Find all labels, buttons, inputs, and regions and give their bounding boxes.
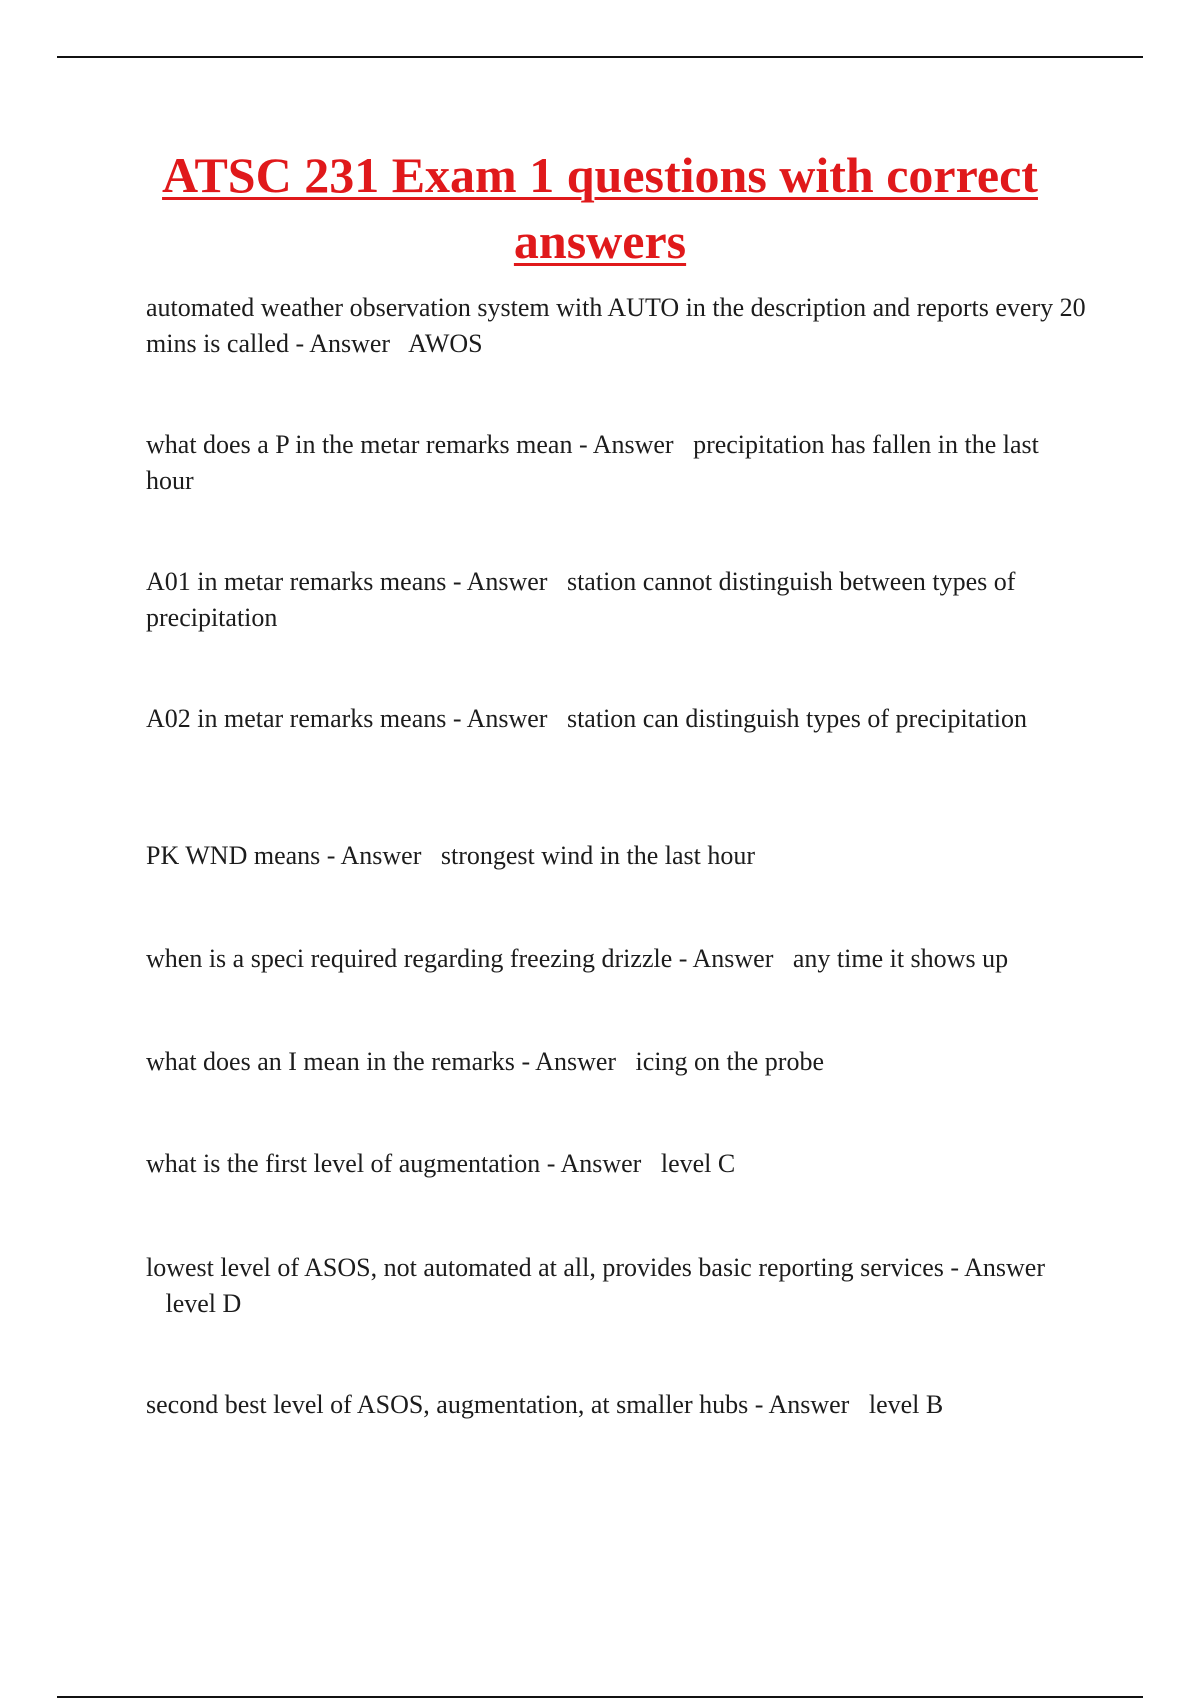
top-rule	[57, 56, 1143, 58]
answer-text: icing on the probe	[635, 1047, 824, 1076]
qa-item: A01 in metar remarks means - Answer station cannot distinguish between types of precipitation	[146, 567, 1016, 632]
qa-item: second best level of ASOS, augmentation, at smaller hubs - Answer level B	[146, 1390, 944, 1419]
qa-item: when is a speci required regarding freezing drizzle - Answer any time it shows up	[146, 944, 1009, 973]
question-text: what does an I mean in the remarks	[146, 1047, 515, 1076]
answer-text: precipitation has fallen in the last hour	[146, 430, 1039, 495]
answer-label: Answer	[466, 567, 548, 596]
qa-item: automated weather observation system with AUTO in the description and reports every 20 mins is called - Answer AWOS	[146, 293, 1086, 358]
question-text: second best level of ASOS, augmentation, at smaller hubs	[146, 1390, 749, 1419]
answer-text: station cannot distinguish between types of precipitation	[146, 567, 1016, 632]
qa-item: what does an I mean in the remarks - Answer icing on the probe	[146, 1047, 824, 1076]
answer-label: Answer	[768, 1390, 850, 1419]
qa-item: PK WND means - Answer strongest wind in the last hour	[146, 841, 756, 870]
answer-label: Answer	[340, 841, 422, 870]
qa-item: lowest level of ASOS, not automated at all, provides basic reporting services - Answer level D	[146, 1253, 1045, 1318]
answer-text: station can distinguish types of precipitation	[566, 704, 1027, 733]
question-text: what is the first level of augmentation	[146, 1149, 541, 1178]
answer-label: Answer	[560, 1149, 642, 1178]
answer-label: Answer	[309, 329, 391, 358]
answer-text: level C	[660, 1149, 736, 1178]
question-text: what does a P in the metar remarks mean	[146, 430, 573, 459]
bottom-rule	[57, 1696, 1143, 1698]
question-text: when is a speci required regarding freezing drizzle	[146, 944, 673, 973]
answer-text: level B	[868, 1390, 944, 1419]
answer-label: Answer	[692, 944, 774, 973]
answer-label: Answer	[964, 1253, 1045, 1282]
answer-text: strongest wind in the last hour	[440, 841, 756, 870]
question-text: A02 in metar remarks means	[146, 704, 447, 733]
page-title: ATSC 231 Exam 1 questions with correct answers	[162, 147, 1038, 269]
answer-label: Answer	[466, 704, 548, 733]
qa-item: what does a P in the metar remarks mean - Answer precipitation has fallen in the last hour	[146, 430, 1039, 495]
question-text: lowest level of ASOS, not automated at all, provides basic reporting services	[146, 1253, 944, 1282]
answer-label: Answer	[592, 430, 674, 459]
question-text: automated weather observation system with AUTO in the description and reports every 20 mins is called	[146, 293, 1086, 358]
answer-text: any time it shows up	[792, 944, 1009, 973]
qa-item: what is the first level of augmentation - Answer level C	[146, 1149, 736, 1178]
answer-label: Answer	[535, 1047, 617, 1076]
answer-text: level D	[165, 1289, 242, 1318]
answer-text: AWOS	[408, 329, 483, 358]
qa-item: A02 in metar remarks means - Answer station can distinguish types of precipitation	[146, 704, 1027, 733]
question-text: A01 in metar remarks means	[146, 567, 447, 596]
question-text: PK WND means	[146, 841, 321, 870]
